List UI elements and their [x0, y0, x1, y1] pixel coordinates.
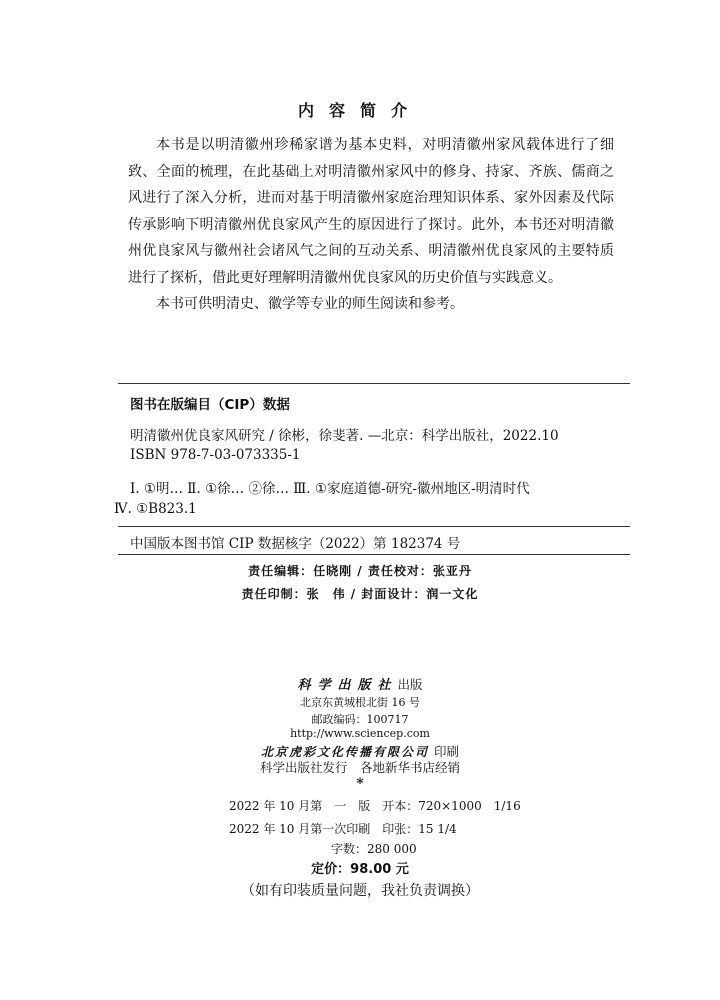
publisher-line [0, 674, 720, 693]
word-count: 字数：280 000 [331, 842, 417, 856]
responsibility-line-1: 责任编辑：任晓刚 / 责任校对：张亚丹 [248, 564, 472, 578]
publisher-website[interactable]: http://www.sciencep.com [290, 727, 430, 740]
distribution-line: 科学出版社发行 各地新华书店经销 [259, 760, 460, 775]
cip-isbn: ISBN 978-7-03-073335-1 [130, 447, 301, 463]
responsibility-line-2: 责任印制：张 伟 / 封面设计：润一文化 [241, 587, 479, 601]
cip-record: 明清徽州优良家风研究 / 徐彬，徐斐著. —北京：科学出版社，2022.10 [130, 428, 559, 444]
printer-name: 北京虎彩文化传播有限公司 [260, 745, 429, 759]
cip-middle-rule [118, 526, 630, 527]
printing-line: 2022 年 10 月第一次印刷 印张：15 1/4 [229, 822, 457, 836]
cip-heading: 图书在版编目（CIP）数据 [130, 397, 290, 413]
publisher-postcode: 邮政编码：100717 [311, 713, 409, 726]
intro-paragraph-1: 本书是以明清徽州珍稀家谱为基本史料，对明清徽州家风载体进行了细致、全面的梳理，在此基础上对明清徽州家风中的修身、持家、齐族、儒商之风进行了深入分析，进而对基于明清徽州家庭治理知识体系、家外因素及代际传承影响下明清徽州优良家风产生的原因进行了探讨。此外，本书还对明清徽州优良家风与徽州社会诸风气之间的互动关系、明清徽州优良家风的主要特质进行了探析，借此更好理解明清徽州优良家风的历史价值与实践意义。 [128, 137, 614, 286]
cip-top-rule [118, 383, 630, 384]
quality-notice: （如有印装质量问题，我社负责调换） [241, 883, 479, 899]
cip-classification-2: Ⅳ. ①B823.1 [114, 501, 197, 517]
separator-star: * [356, 776, 364, 792]
printer-role: 印刷 [434, 744, 460, 759]
intro-body [128, 132, 614, 318]
publisher-name: 科学出版社 [297, 678, 398, 693]
cip-classification-1: Ⅰ. ①明… Ⅱ. ①徐… ②徐… Ⅲ. ①家庭道德-研究-徽州地区-明清时代 [130, 481, 530, 497]
cip-verification: 中国版本图书馆 CIP 数据核字（2022）第 182374 号 [130, 536, 461, 552]
page-title: 内容简介 [297, 101, 422, 120]
cip-bottom-rule [118, 554, 630, 555]
intro-paragraph-2: 本书可供明清史、徽学等专业的师生阅读和参考。 [156, 296, 464, 312]
publisher-role: 出版 [397, 677, 423, 692]
edition-line: 2022 年 10 月第 一 版 开本：720×1000 1/16 [229, 799, 521, 813]
price: 定价：98.00 元 [311, 862, 409, 877]
publisher-address: 北京东黄城根北街 16 号 [300, 696, 420, 709]
